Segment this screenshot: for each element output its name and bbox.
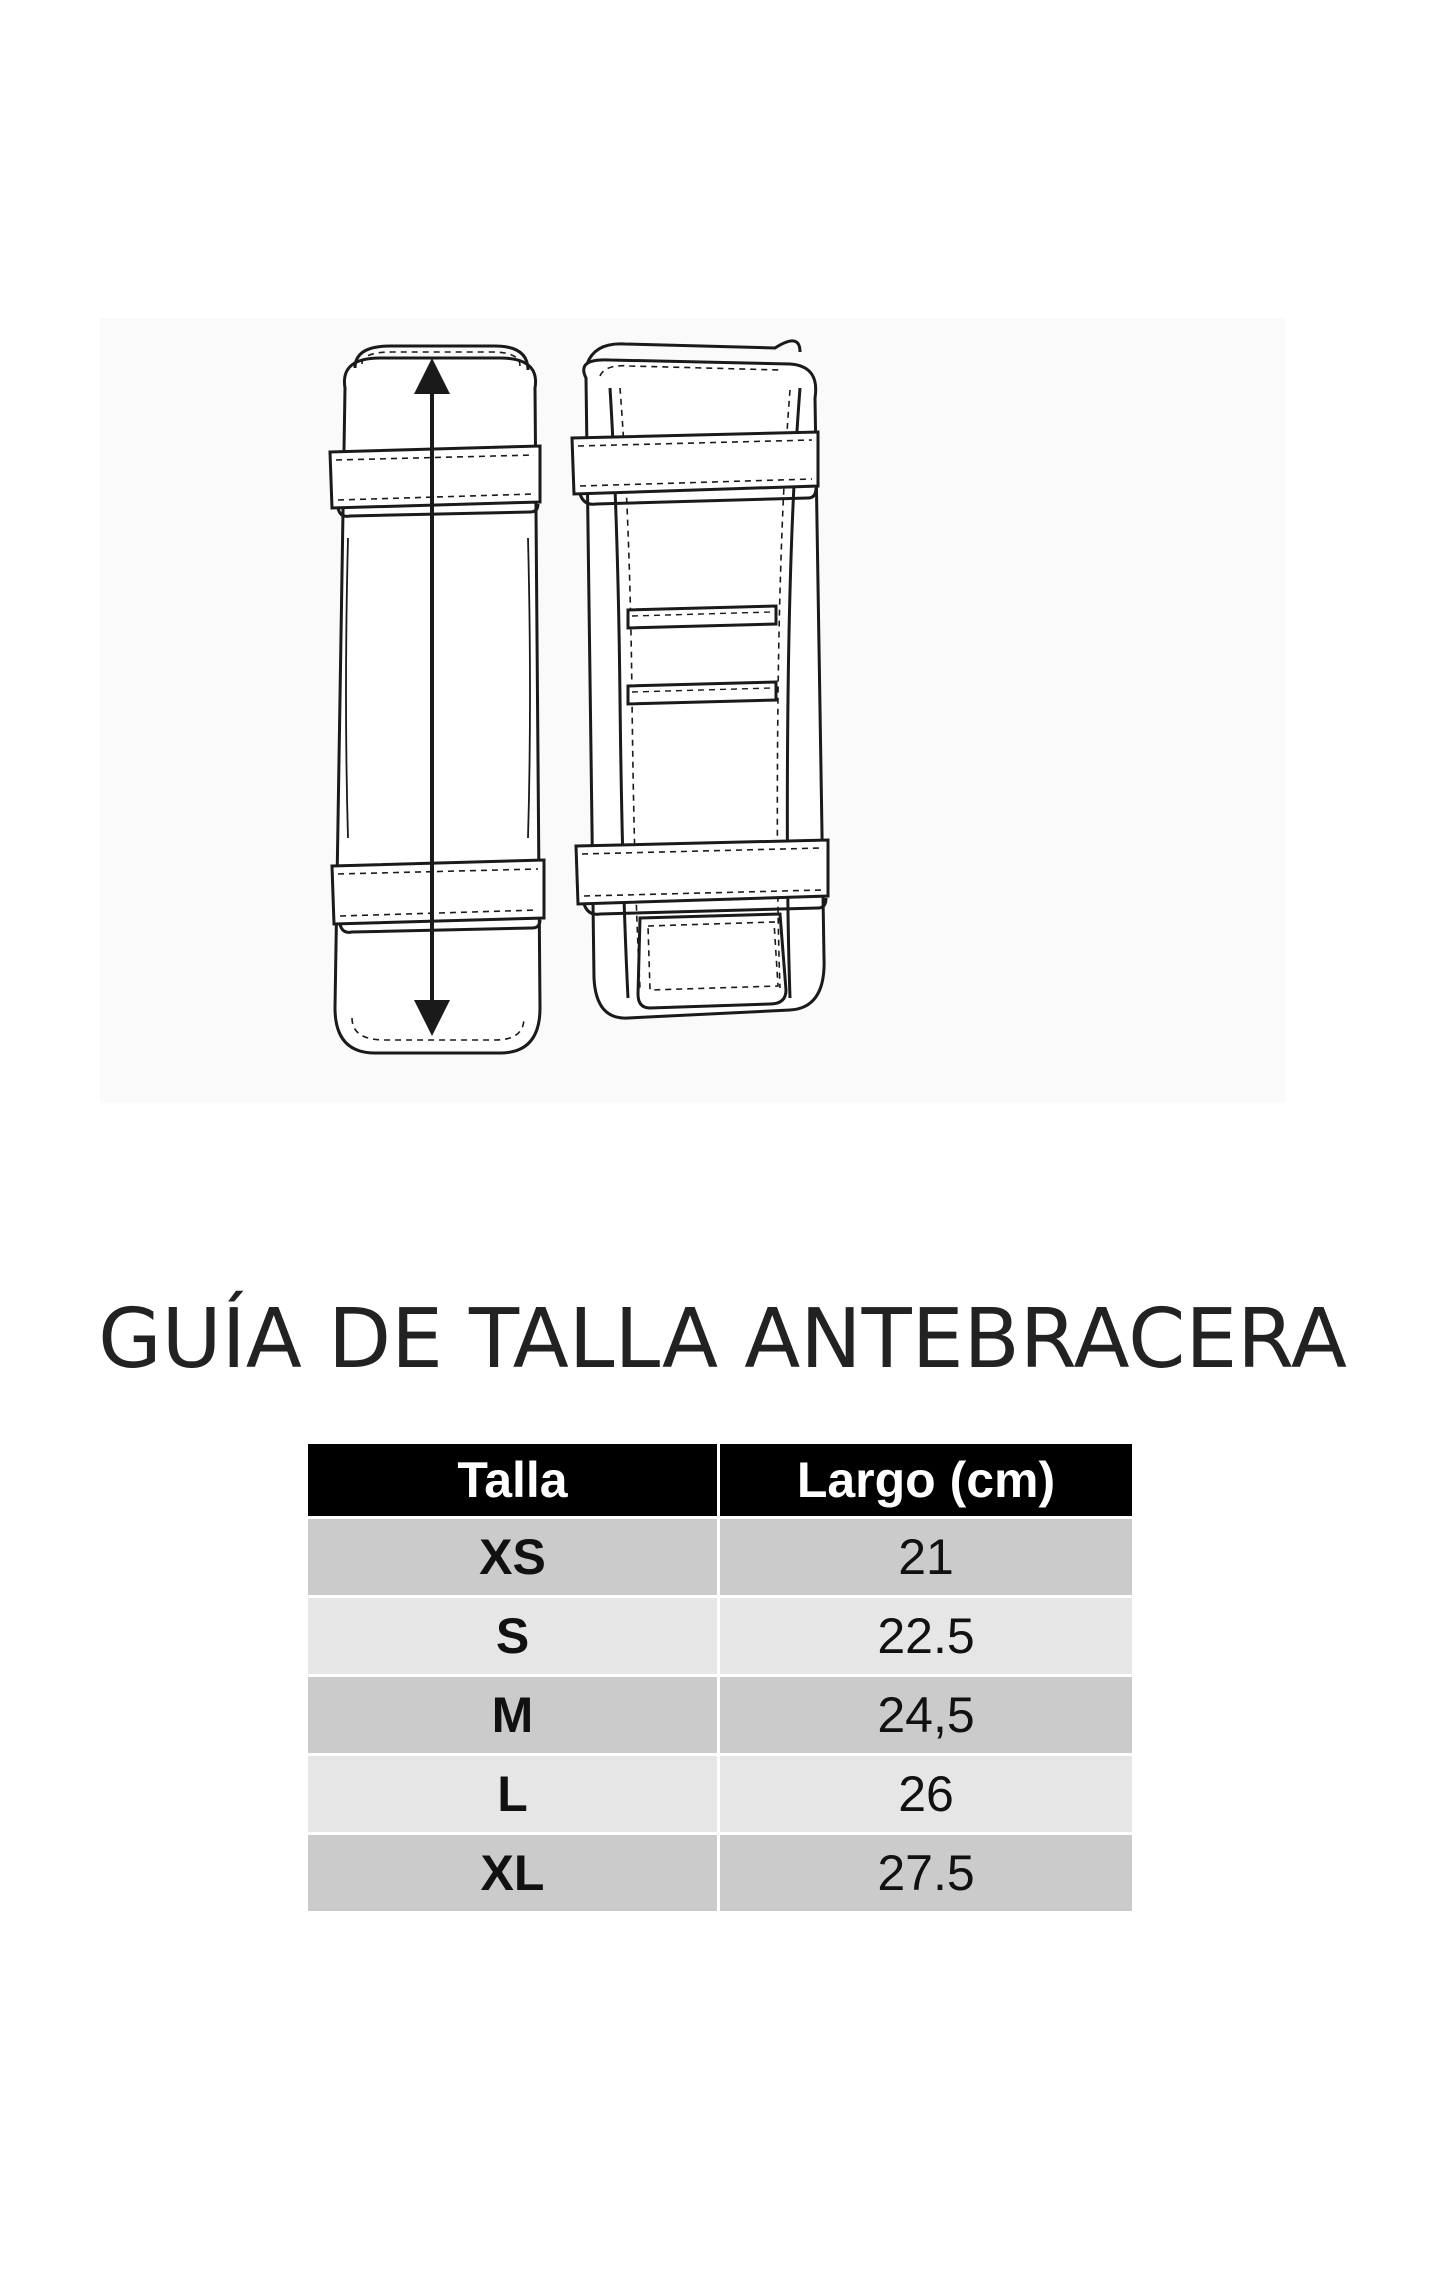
length-cell: 26 <box>720 1756 1132 1835</box>
size-guide-title: GUÍA DE TALLA ANTEBRACERA <box>98 1292 1347 1387</box>
length-cell: 27.5 <box>720 1835 1132 1914</box>
product-illustration <box>100 318 1285 1103</box>
table-row <box>308 1835 1132 1914</box>
size-cell: M <box>308 1677 720 1756</box>
size-cell: L <box>308 1756 720 1835</box>
size-table <box>308 1444 1132 1914</box>
size-cell: XS <box>308 1519 720 1598</box>
length-cell: 21 <box>720 1519 1132 1598</box>
table-row <box>308 1677 1132 1756</box>
forearm-guard-illustration <box>100 318 1285 1103</box>
table-row <box>308 1598 1132 1677</box>
table-header-row <box>308 1444 1132 1519</box>
front-view-guard <box>330 346 544 1053</box>
size-cell: XL <box>308 1835 720 1914</box>
length-cell: 22.5 <box>720 1598 1132 1677</box>
column-header-length: Largo (cm) <box>720 1444 1132 1519</box>
table-row <box>308 1519 1132 1598</box>
table-row <box>308 1756 1132 1835</box>
column-header-size: Talla <box>308 1444 720 1519</box>
length-cell: 24,5 <box>720 1677 1132 1756</box>
size-cell: S <box>308 1598 720 1677</box>
